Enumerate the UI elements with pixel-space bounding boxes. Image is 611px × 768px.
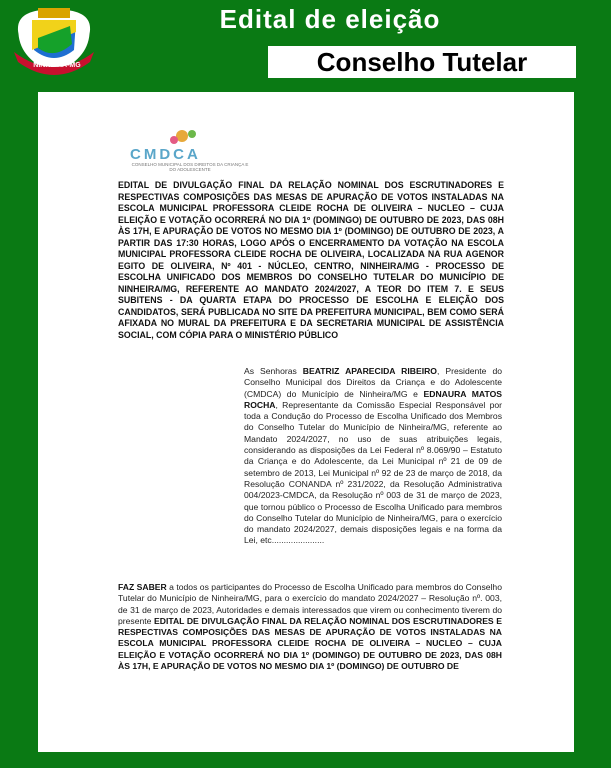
document-page (38, 92, 574, 752)
paragraph-2 (118, 582, 502, 672)
paragraph-1 (244, 366, 502, 547)
para1-name1: BEATRIZ APARECIDA RIBEIRO (302, 366, 437, 376)
para1-mid: , Presidente do Conselho Municipal dos Direitos da Criança e do Adolescente (CMDCA) do Município de Ninheira/MG e (244, 366, 503, 399)
page-title: Edital de eleição (219, 4, 441, 34)
crest-caption: NINHEIRA-MG (33, 62, 81, 69)
para1-intro: As Senhoras (244, 366, 303, 376)
cmdca-logo-subtitle: CONSELHO MUNICIPAL DOS DIREITOS DA CRIANÇA E DO ADOLESCENTE (131, 162, 249, 172)
para1-name2: EDNAURA MATOS ROCHA (244, 388, 502, 410)
para2-text: a todos os participantes do Processo de Escolha Unificado para membros do Conselho Tutelar do Município de Ninheira/MG, para o exercício do mandato 2024/2027 – Resolução nº. 003, de 31 de março de 2023, Autoridades e demais interessados que virem ou conhecimento tiverem do presente (118, 582, 502, 626)
para2-lead: FAZ SABER (118, 582, 167, 592)
cmdca-logo-text: CMDCA (130, 146, 201, 163)
document-heading: EDITAL DE DIVULGAÇÃO FINAL DA RELAÇÃO NOMINAL DOS ESCRUTINADORES E RESPECTIVAS COMPOSIÇÕES DAS MESAS DE APURAÇÃO DE VOTOS INSTALADAS NA ESCOLA MUNICIPAL PROFESSORA CLEIDE ROCHA DE OLIVEIRA – NUCLEO – CUJA ELEIÇÃO E VOTAÇÃO OCORRERÁ NO DIA 1º (DOMINGO) DE OUTUBRO DE 2023, DAS 08H ÀS 17H, E APURAÇÃO DE VOTOS NO MESMO DIA 1º (DOMINGO) DE OUTUBRO DE 2023, A PARTIR DAS 17:30 HORAS, LOGO APÓS O ENCERRAMENTO DA VOTAÇÃO NA ESCOLA MUNICIPAL PROFESSORA CLEIDE ROCHA DE OLIVEIRA, LOCALIZADA NA RUA AGENOR EGITO DE OLIVEIRA, Nº 401 - NÚCLEO, CENTRO, NINHEIRA/MG - PROCESSO DE ESCOLHA UNIFICADO DOS MEMBROS DO CONSELHO TUTELAR DO MUNICÍPIO DE NINHEIRA/MG, REFERENTE AO MANDATO 2024/2027, A TEOR DO ITEM 7. E SEUS SUBITENS - DA QUARTA ETAPA DO PROCESSO DE ESCOLHA E ELEIÇÃO DOS CANDIDATOS, SERÁ PUBLICADA NO SITE DA PREFEITURA MUNICIPAL, BEM COMO SERÁ AFIXADA NO MURAL DA PREFEITURA E DA SECRETARIA MUNICIPAL DE ASSISTÊNCIA SOCIAL, COM CÓPIA PARA O MINISTÉRIO PÚBLICO (118, 180, 504, 340)
para2-bold: EDITAL DE DIVULGAÇÃO FINAL DA RELAÇÃO NOMINAL DOS ESCRUTINADORES E RESPECTIVAS COMPOSIÇÕES DAS MESAS DE APURAÇÃO DE VOTOS INSTALADAS NA ESCOLA MUNICIPAL PROFESSORA CLEIDE ROCHA DE OLIVEIRA – NUCLEO – CUJA ELEIÇÃO E VOTAÇÃO OCORRERÁ NO DIA 1º (DOMINGO) DE OUTUBRO DE 2023, DAS 08H ÀS 17H, E APURAÇÃO DE VOTOS NO MESMO DIA 1º (DOMINGO) DE OUTUBRO DE (118, 615, 502, 672)
page-subtitle: Conselho Tutelar (268, 46, 576, 78)
para1-rest: , Representante da Comissão Especial Responsável por toda a Condução do Processo de Escolha Unificado dos Membros do Conselho Tutelar do Município de Ninheira/MG, referente ao Mandato 2024/2027, no uso de suas atribuições legais, considerando as disposições da Lei Federal nº 8.069/90 – Estatuto da Criança e do Adolescente, da Lei Municipal nº 21 de 09 de setembro de 2013, Lei Municipal nº 92 de 23 de março de 2018, da Resolução CONANDA nº 231/2022, da Resolução Administrativa 004/2023-CMDCA, da Resolução nº 003 de 31 de março de 2023, que tornou público o Processo de Escolha Unificado para membros do Conselho Tutelar do Município de Ninheira/MG, para o exercício do mandato 2024/2027, demais disposições legais e na forma da Lei, etc...................... (244, 399, 502, 546)
municipal-crest-icon (8, 4, 100, 82)
